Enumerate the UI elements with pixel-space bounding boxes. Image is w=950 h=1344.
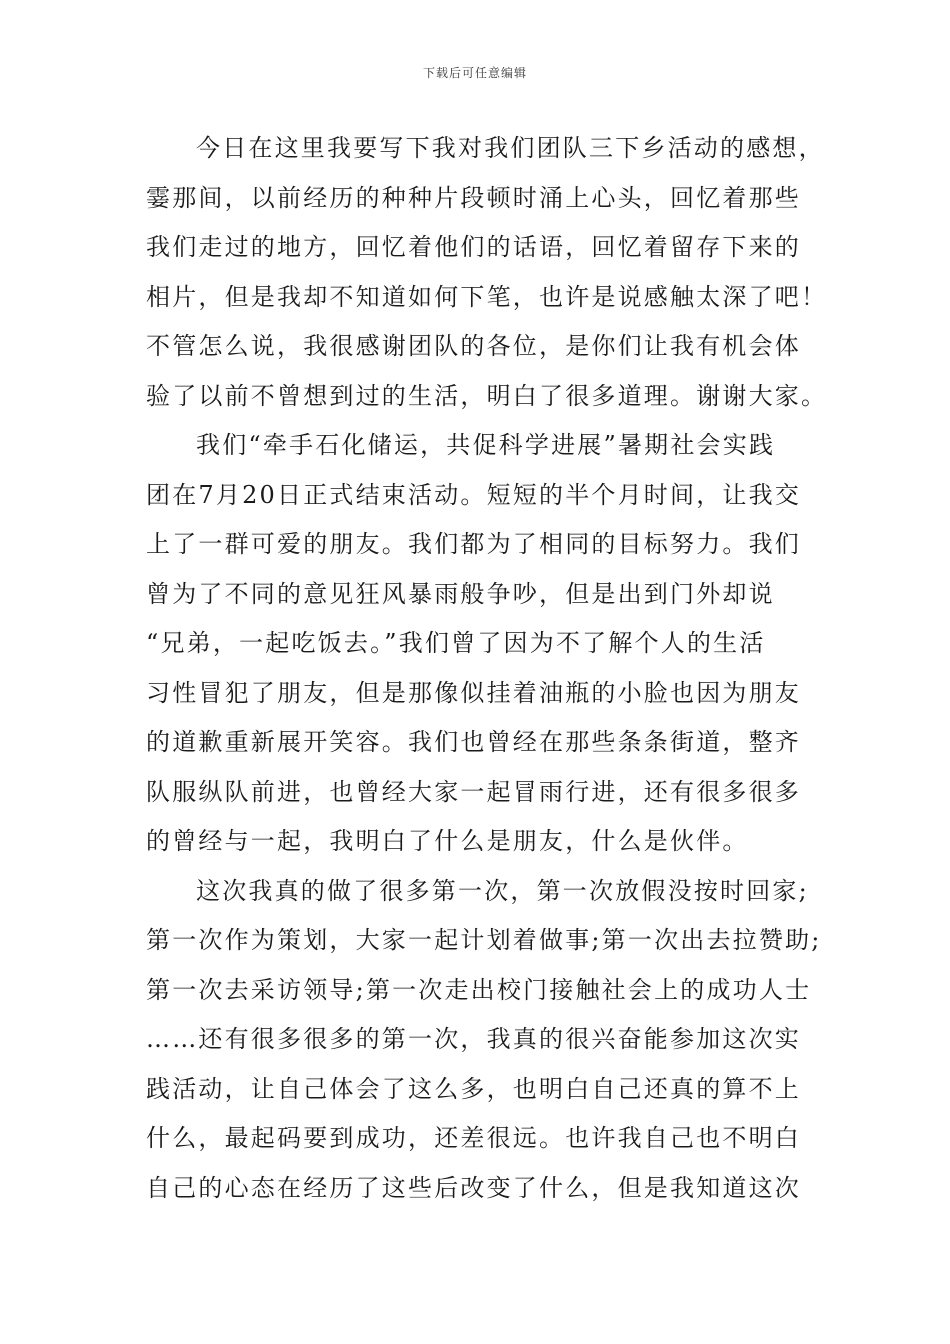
text-line: 相片，但是我却不知道如何下笔，也许是说感触太深了吧！ — [146, 282, 828, 311]
text-line: 什么，最起码要到成功，还差很远。也许我自己也不明白 — [146, 1124, 801, 1152]
text-line: 践活动，让自己体会了这么多，也明白自己还真的算不上 — [146, 1074, 801, 1103]
text-line: 上了一群可爱的朋友。我们都为了相同的目标努力。我们 — [146, 530, 801, 558]
document-body — [146, 124, 828, 1213]
paragraph — [146, 124, 828, 421]
paragraph — [146, 421, 810, 867]
text-line: 验了以前不曾想到过的生活，明白了很多道理。谢谢大家。 — [146, 381, 828, 410]
text-line: 不管怎么说，我很感谢团队的各位，是你们让我有机会体 — [146, 332, 801, 360]
text-line: 我们走过的地方，回忆着他们的话语，回忆着留存下来的 — [146, 233, 801, 261]
text-line: “兄弟，一起吃饭去。”我们曾了因为不了解个人的生活 — [146, 629, 766, 657]
text-line: 霎那间，以前经历的种种片段顿时涌上心头，回忆着那些 — [146, 183, 801, 212]
text-line: 第一次去采访领导;第一次走出校门接触社会上的成功人士 — [146, 975, 812, 1004]
text-line: 团在7月20日正式结束活动。短短的半个月时间，让我交 — [146, 480, 802, 509]
text-line: 这次我真的做了很多第一次，第一次放假没按时回家; — [196, 876, 809, 905]
text-line: 第一次作为策划，大家一起计划着做事;第一次出去拉赞助; — [146, 926, 822, 954]
text-line: 自己的心态在经历了这些后改变了什么，但是我知道这次 — [146, 1173, 801, 1202]
text-line: 今日在这里我要写下我对我们团队三下乡活动的感想， — [196, 134, 825, 162]
paragraph — [146, 867, 822, 1214]
page-header: 下载后可任意编辑 — [422, 66, 527, 80]
text-line: 我们“牵手石化储运，共促科学进展”暑期社会实践 — [196, 431, 776, 459]
text-line: 队服纵队前进，也曾经大家一起冒雨行进，还有很多很多 — [146, 777, 801, 806]
text-line: ……还有很多很多的第一次，我真的很兴奋能参加这次实 — [146, 1025, 801, 1053]
text-line: 的道歉重新展开笑容。我们也曾经在那些条条街道，整齐 — [146, 728, 801, 756]
text-line: 曾为了不同的意见狂风暴雨般争吵，但是出到门外却说 — [146, 579, 775, 608]
text-line: 的曾经与一起，我明白了什么是朋友，什么是伙伴。 — [146, 827, 749, 855]
text-line: 习性冒犯了朋友，但是那像似挂着油瓶的小脸也因为朋友 — [146, 678, 801, 707]
